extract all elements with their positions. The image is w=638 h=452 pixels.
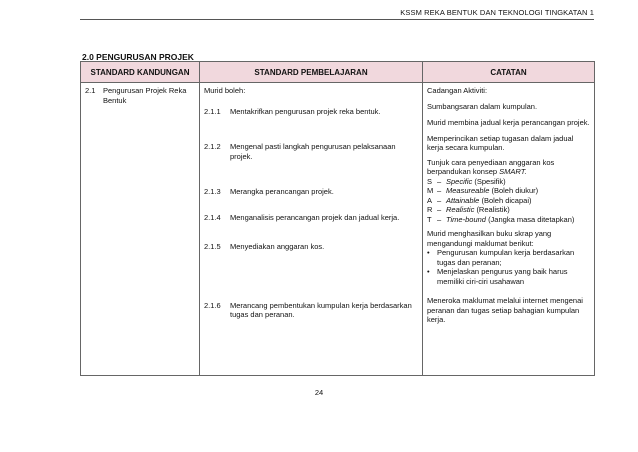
smart-letter: A [427,195,433,205]
standard-number: 2.1.2 [204,142,221,151]
column-header-catatan: CATATAN [423,62,595,83]
standard-item [204,107,418,117]
smart-meaning: (Boleh dicapai) [481,195,532,205]
kandungan-text: Pengurusan Projek Reka Bentuk [103,86,187,105]
smart-meaning: (Jangka masa ditetapkan) [488,214,575,224]
smart-item [427,186,590,196]
smart-item [427,205,590,215]
smart-dash: – [437,214,442,224]
pembelajaran-intro: Murid boleh: [204,86,246,95]
smart-item [427,196,590,206]
bullet-icon: • [427,248,430,257]
bullet-text: Menjelaskan pengurus yang baik harus memiliki ciri-ciri usahawan [437,267,568,286]
standard-text: Mentakrifkan pengurusan projek reka bentuk. [230,106,381,116]
smart-item [427,215,590,225]
smart-term: Realistic [446,205,475,214]
page-number: 24 [314,388,324,397]
smart-dash: – [437,186,442,195]
page-header: KSSM REKA BENTUK DAN TEKNOLOGI TINGKATAN 1 [400,8,594,17]
standard-number: 2.1.6 [204,300,221,310]
smart-letter: S [427,176,433,186]
smart-term: SMART. [499,167,527,176]
standard-text: Menganalisis perancangan projek dan jadual kerja. [230,212,400,222]
smart-meaning: (Realistik) [476,205,510,214]
standard-text: Mengenal pasti langkah pengurusan pelaksanaan projek. [230,142,396,161]
standard-item [204,242,418,252]
smart-item [427,177,590,187]
standard-text: Merangka perancangan projek. [230,187,334,196]
smart-dash: – [437,205,442,214]
kandungan-number: 2.1 [85,86,96,95]
smart-term: Attainable [446,195,480,205]
smart-term: Time-bound [446,214,486,224]
column-header-pembelajaran: STANDARD PEMBELAJARAN [200,62,423,83]
catatan-paragraph: Memperincikan setiap tugasan dalam jadual kerja secara kumpulan. [427,133,574,152]
kandungan-item [85,86,195,105]
table-header-row [81,62,595,83]
bullet-item [427,248,590,267]
bullet-item [427,267,590,286]
catatan-heading: Cadangan Aktiviti: [427,86,488,95]
standard-number: 2.1.1 [204,106,221,116]
catatan-paragraph: Meneroka maklumat melalui internet mengenai peranan dan tugas setiap bahagian kumpulan kerja. [427,296,583,324]
bullet-icon: • [427,267,430,276]
standard-text: Merancang pembentukan kumpulan kerja berdasarkan tugas dan peranan. [230,300,412,319]
standard-item [204,187,418,197]
catatan-cell [423,83,595,376]
smart-meaning: (Spesifik) [474,176,506,186]
section-title: 2.0 PENGURUSAN PROJEK [82,52,194,62]
smart-term: Measureable [446,186,490,195]
catatan-paragraph [427,158,590,177]
header-rule [80,19,594,20]
column-header-kandungan: STANDARD KANDUNGAN [81,62,200,83]
standard-number: 2.1.4 [204,212,221,222]
standard-number: 2.1.3 [204,187,221,196]
catatan-paragraph: Murid menghasilkan buku skrap yang mengandungi maklumat berikut: [427,229,552,248]
smart-letter: T [427,214,432,224]
smart-meaning: (Boleh diukur) [491,186,539,195]
table-row [81,83,595,376]
smart-dash: – [437,195,442,205]
standard-item [204,301,418,320]
kandungan-cell [81,83,200,376]
standard-number: 2.1.5 [204,242,221,251]
pembelajaran-cell [200,83,423,376]
curriculum-table [80,61,595,376]
catatan-paragraph: Murid membina jadual kerja perancangan projek. [427,118,590,127]
smart-letter: M [427,186,434,195]
standard-item [204,213,418,223]
catatan-paragraph: Sumbangsaran dalam kumpulan. [427,101,538,111]
smart-term: Specific [446,176,473,186]
smart-dash: – [437,176,442,186]
smart-list [427,177,590,225]
standard-item [204,142,418,161]
smart-intro: Tunjuk cara penyediaan anggaran kos berpandukan konsep [427,157,555,176]
standard-text: Menyediakan anggaran kos. [230,242,325,251]
bullet-text: Pengurusan kumpulan kerja berdasarkan tugas dan peranan; [437,248,575,267]
smart-letter: R [427,205,433,214]
